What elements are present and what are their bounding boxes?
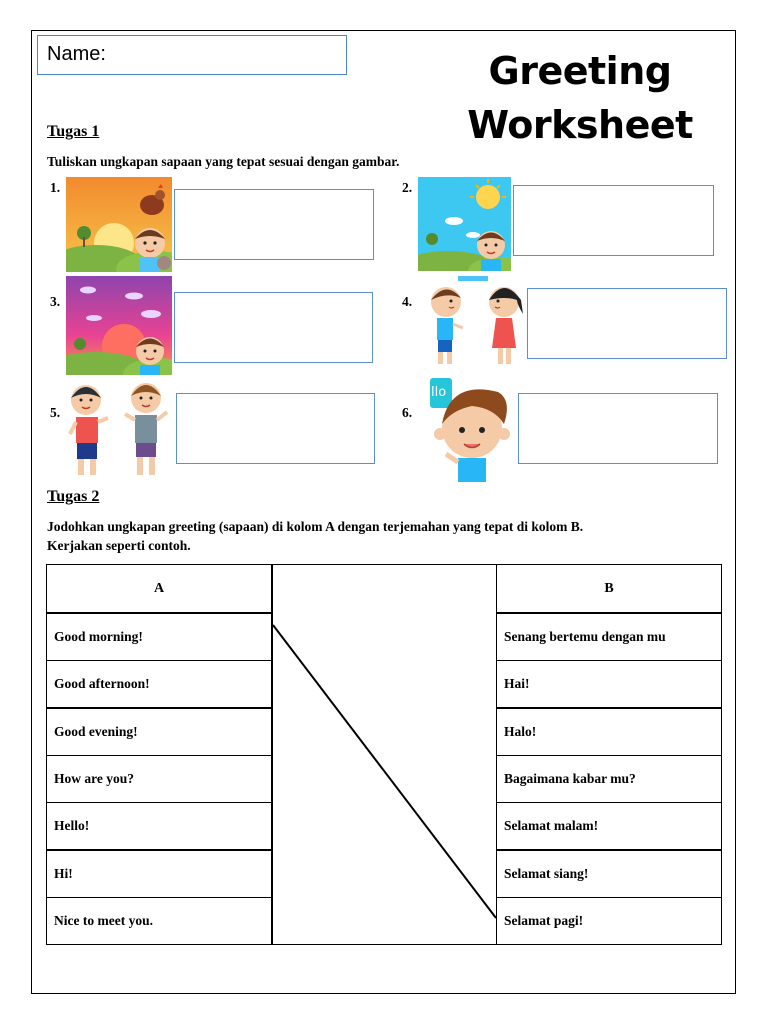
column-a-item[interactable]: Nice to meet you. — [46, 897, 272, 945]
column-b-item[interactable]: Halo! — [496, 708, 722, 756]
hello-bubble-text: llo — [431, 385, 447, 400]
item-number-5: 5. — [50, 405, 61, 420]
item-number-4: 4. — [402, 294, 413, 309]
task2-instruction-line-1: Jodohkan ungkapan greeting (sapaan) di kolom A dengan terjemahan yang tepat di kolom B. — [47, 519, 584, 534]
item-number-2: 2. — [402, 180, 413, 195]
item-number-1: 1. — [50, 180, 61, 195]
column-a-item[interactable]: Hello! — [46, 802, 272, 850]
column-a-item[interactable]: Good evening! — [46, 708, 272, 756]
name-label: Name: — [47, 43, 106, 65]
column-b-item[interactable]: Selamat pagi! — [496, 897, 722, 945]
column-a-item[interactable]: Hi! — [46, 850, 272, 898]
column-b-item[interactable]: Selamat malam! — [496, 802, 722, 850]
column-b-item[interactable]: Selamat siang! — [496, 850, 722, 898]
item-number-3: 3. — [50, 294, 61, 309]
column-a-header: A — [46, 564, 272, 613]
column-a-item[interactable]: How are you? — [46, 755, 272, 803]
column-b-item[interactable]: Senang bertemu dengan mu — [496, 613, 722, 661]
column-b-item[interactable]: Hai! — [496, 660, 722, 708]
column-b-header: B — [496, 564, 722, 613]
item-number-6: 6. — [402, 405, 413, 420]
column-b-item[interactable]: Bagaimana kabar mu? — [496, 755, 722, 803]
column-a-item[interactable]: Good morning! — [46, 613, 272, 661]
task1-heading: Tugas 1 — [47, 123, 100, 140]
task2-heading: Tugas 2 — [47, 488, 100, 505]
title-line-1: Greeting — [488, 49, 672, 93]
title-line-2: Worksheet — [467, 103, 693, 147]
task2-instruction-line-2: Kerjakan seperti contoh. — [47, 538, 191, 553]
task1-instruction: Tuliskan ungkapan sapaan yang tepat sesuai dengan gambar. — [47, 154, 400, 169]
column-a-item[interactable]: Good afternoon! — [46, 660, 272, 708]
